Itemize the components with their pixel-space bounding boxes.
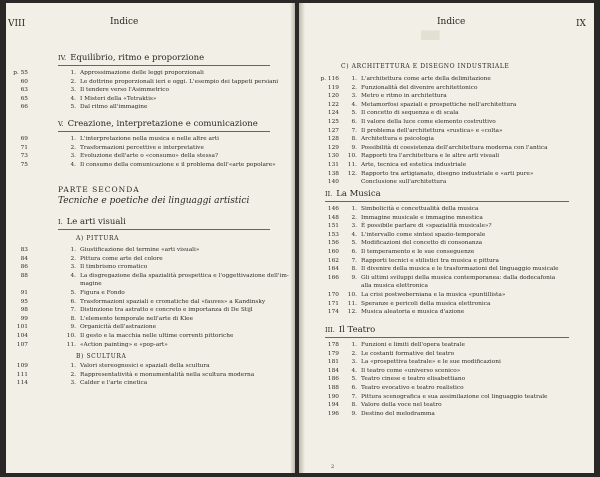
entry-page-number: 131 <box>327 162 339 168</box>
entry-title: Teatro evocativo e teatro realistico <box>361 385 464 391</box>
entry-item-number: 5. <box>351 376 357 383</box>
entry-item-number: 4. <box>70 272 76 279</box>
entry-title: Metro e ritmo in architettura <box>361 93 447 100</box>
entry-title: «Action painting» e «pop-art» <box>80 341 168 348</box>
section-v-heading <box>58 119 258 129</box>
left-page-number: VIII <box>8 19 26 29</box>
entry-title: Trasformazioni percettive e interpretative <box>80 144 204 151</box>
section-ii-rule <box>325 201 569 202</box>
entry-page-number: 101 <box>16 324 28 331</box>
entry-title: Musica aleatoria e musica d'azione <box>361 309 465 316</box>
entry-page-number: 170 <box>327 292 339 298</box>
entry-title: L'intervallo come sintesi spazio-temporale <box>361 231 486 238</box>
entry-title: Il timbrismo cromatico <box>80 264 148 271</box>
entry-item-number: 7. <box>70 307 76 314</box>
entry-item-number: 1. <box>70 363 76 369</box>
entry-page-number: 63 <box>20 87 28 94</box>
entry-title: Dal ritmo all'immagine <box>80 104 148 111</box>
entry-page-number: 171 <box>327 300 339 307</box>
entry-item-number: 9. <box>351 144 357 151</box>
entry-item-number: 1. <box>351 206 357 212</box>
entry-page-number: 140 <box>327 179 339 186</box>
entry-title: magine <box>80 281 102 288</box>
entry-title: La disgregazione della spazialità prospettica e l'oggettivazione dell'im- <box>80 272 289 279</box>
entry-title: alla musica elettronica <box>361 283 428 290</box>
entry-title: Gli ultimi sviluppi della musica contemporanea: dalla dodecafonia <box>361 274 556 281</box>
entry-title: Organicità dell'astrazione <box>80 324 156 331</box>
entry-title: Funzioni e limiti dell'opera teatrale <box>361 342 465 348</box>
entry-page-number: 174 <box>327 309 339 316</box>
entry-item-number: 4. <box>70 95 76 102</box>
entry-title: Le dottrine proporzionali ieri e oggi. L'esempio dei tappeti persiani <box>80 78 279 85</box>
entry-page-number: 162 <box>327 257 339 264</box>
entry-item-number: 3. <box>70 264 76 271</box>
entry-item-number: 10. <box>347 292 357 298</box>
entry-page-number: 127 <box>327 127 339 134</box>
entry-page-number: 107 <box>16 341 28 348</box>
entry-item-number: 2. <box>351 350 357 357</box>
entry-item-number: 9. <box>70 324 76 331</box>
entry-item-number: 7. <box>351 127 357 134</box>
section-iv-number: IV. <box>58 54 67 62</box>
section-iii-title: Il Teatro <box>338 325 376 335</box>
left-gutter-shadow <box>290 3 295 473</box>
entry-item-number: 10. <box>66 333 76 339</box>
entry-title: Valori stereognosici e spaziali della scultura <box>80 363 210 369</box>
entry-page-number: 111 <box>16 371 28 378</box>
right-page <box>301 3 594 473</box>
entry-item-number: 9. <box>351 410 357 417</box>
entry-page-number: 178 <box>327 342 339 348</box>
entry-title: Immagine musicale e immagine mnestica <box>361 214 483 221</box>
entry-page-number: 146 <box>327 206 339 212</box>
entry-title: Valore della voce nel teatro <box>361 402 442 409</box>
entry-title: L'architettura come arte della delimitazione <box>361 76 491 82</box>
entry-title: Il tendere verso l'Asimmetrico <box>80 87 170 94</box>
section-iv-rule <box>58 65 270 66</box>
entry-page-number: 153 <box>327 231 339 238</box>
entry-item-number: 1. <box>70 136 76 142</box>
entry-title: Rapporti tecnici e stilistici tra musica e pittura <box>361 257 499 264</box>
entry-title: Destino del melodramma <box>361 410 435 417</box>
entry-title: Architettura e psicologia <box>361 136 434 143</box>
entry-item-number: 1. <box>70 247 76 253</box>
entry-page-number: 179 <box>327 350 339 357</box>
entry-title: Rapporti tra l'architettura e le altre arti visuali <box>361 153 500 160</box>
entry-item-number: 3. <box>351 359 357 366</box>
entry-page-number: 99 <box>20 315 28 322</box>
entry-item-number: 6. <box>351 249 357 255</box>
entry-page-number: 114 <box>16 380 28 387</box>
entry-title: Conclusione sull'architettura <box>361 179 447 186</box>
entry-title: È possibile parlare di «spazialità musicale»? <box>361 223 492 230</box>
entry-item-number: 6. <box>351 385 357 391</box>
part-label: PARTE SECONDA <box>58 185 140 194</box>
entry-item-number: 8. <box>351 266 357 273</box>
section-iii-heading <box>325 325 375 335</box>
section-v-title: Creazione, interpretazione e comunicazione <box>67 119 258 129</box>
entry-title: Arte, tecnica ed estetica industriale <box>361 162 467 168</box>
section-ii-heading <box>325 189 381 199</box>
section-v-number: V. <box>58 120 64 128</box>
entry-title: Teatro cinese e teatro elisabettiano <box>361 376 466 383</box>
entry-title: Il divenire della musica e le trasformazioni del linguaggio musicale <box>361 266 559 273</box>
entry-page-number: 75 <box>20 161 28 168</box>
entry-item-number: 9. <box>351 274 357 281</box>
entry-item-number: 3. <box>351 223 357 230</box>
entry-title: Approssimazione delle leggi proporzionali <box>80 70 204 76</box>
entry-item-number: 1. <box>70 70 76 76</box>
entry-title: L'interpretazione nella musica e nelle altre arti <box>80 136 219 142</box>
entry-page-number: 65 <box>20 95 28 102</box>
entry-title: La crisi postweberniana e la musica «puntillista» <box>361 292 506 298</box>
entry-page-number: 148 <box>327 214 339 221</box>
section-v-rule <box>58 131 270 132</box>
entry-item-number: 6. <box>70 298 76 305</box>
part-title: Tecniche e poetiche dei linguaggi artistici <box>58 196 250 206</box>
entry-title: I Misteri della «Tetraktis» <box>80 95 157 102</box>
entry-item-number: 4. <box>351 367 357 374</box>
section-iii-number: III. <box>325 326 335 334</box>
entry-page-number: 160 <box>327 249 339 255</box>
right-page-number: IX <box>576 19 586 29</box>
entry-item-number: 11. <box>66 341 76 348</box>
entry-title: Calder e l'arte cinetica <box>80 380 148 387</box>
entry-item-number: 3. <box>70 380 76 387</box>
show-through-shadow: ███ <box>421 31 440 40</box>
section-i-number: I. <box>58 218 63 226</box>
entry-page-number: 69 <box>20 136 28 142</box>
entry-item-number: 5. <box>70 104 76 111</box>
entry-item-number: 2. <box>70 78 76 85</box>
entry-page-number: 188 <box>327 385 339 391</box>
entry-title: L'elemento temporale nell'arte di Klee <box>80 315 194 322</box>
entry-item-number: 11. <box>347 300 357 307</box>
entry-item-number: 2. <box>351 84 357 91</box>
section-i-heading <box>58 217 126 227</box>
entry-title: Metamorfosi spaziali e prospettiche nell'architettura <box>361 101 517 108</box>
entry-item-number: 2. <box>70 255 76 262</box>
entry-page-number: 83 <box>20 247 28 253</box>
entry-page-number: 71 <box>20 144 28 151</box>
entry-title: Distinzione tra astratto e concreto e importanza di De Stijl <box>80 307 253 314</box>
entry-item-number: 5. <box>351 240 357 247</box>
entry-item-number: 3. <box>351 93 357 100</box>
entry-item-number: 10. <box>347 153 357 160</box>
entry-page-number: 120 <box>327 93 339 100</box>
entry-title: Rapporto tra artigianato, disegno industriale e «arti pure» <box>361 170 534 177</box>
entry-title: Pittura scenografica e sua assimilazione col linguaggio teatrale <box>361 393 548 400</box>
entry-item-number: 8. <box>70 315 76 322</box>
entry-page-number: 66 <box>20 104 28 111</box>
entry-item-number: 2. <box>70 144 76 151</box>
entry-item-number: 5. <box>70 290 76 296</box>
entry-item-number: 11. <box>347 162 357 168</box>
entry-item-number: 8. <box>351 136 357 143</box>
entry-page-number: 60 <box>20 78 28 85</box>
entry-item-number: 3. <box>70 87 76 94</box>
entry-page-number: 181 <box>327 359 339 366</box>
entry-title: Modificazioni del concetto di consonanza <box>361 240 483 247</box>
entry-page-number: 186 <box>327 376 339 383</box>
entry-page-number: 196 <box>327 410 339 417</box>
entry-title: Il teatro come «universo scenico» <box>361 367 461 374</box>
entry-page-number: 166 <box>327 274 339 281</box>
entry-page-number: 190 <box>327 393 339 400</box>
entry-page-number: 88 <box>20 272 28 279</box>
entry-page-number: 84 <box>20 255 28 262</box>
entry-item-number: 4. <box>351 101 357 108</box>
entry-page-number: 156 <box>327 240 339 247</box>
subsection-b-heading: B) SCULTURA <box>76 353 127 360</box>
entry-title: Il consumo della comunicazione e il problema dell'«arte popolare» <box>80 161 276 168</box>
entry-item-number: 7. <box>351 393 357 400</box>
entry-page-number: 95 <box>20 298 28 305</box>
page-footer-mark: 2 <box>331 464 335 470</box>
entry-title: Trasformazioni spaziali e cromatiche dal «fauves» a Kandinsky <box>80 298 266 305</box>
entry-page-number: 122 <box>327 101 339 108</box>
entry-item-number: 4. <box>351 231 357 238</box>
entry-item-number: 6. <box>351 119 357 125</box>
entry-item-number: 2. <box>70 371 76 378</box>
section-iii-rule <box>325 337 569 338</box>
entry-item-number: 12. <box>347 309 357 316</box>
entry-page-number: 109 <box>16 363 28 369</box>
right-gutter-shadow <box>299 3 305 473</box>
entry-title: Il valore della luce come elemento costruttivo <box>361 119 496 125</box>
entry-page-number: p. 116 <box>320 76 339 82</box>
entry-page-number: 151 <box>327 223 339 230</box>
entry-title: Il problema dell'architettura «rustica» e «colta» <box>361 127 503 134</box>
entry-title: Speranze e pericoli della musica elettronica <box>361 300 491 307</box>
entry-page-number: p. 55 <box>13 70 28 76</box>
entry-page-number: 119 <box>327 84 339 91</box>
entry-item-number: 1. <box>351 76 357 82</box>
entry-page-number: 104 <box>16 333 28 339</box>
entry-title: Il gesto e la macchia nelle ultime correnti pittoriche <box>80 333 234 339</box>
entry-page-number: 184 <box>327 367 339 374</box>
entry-title: Simbolicità e concettualità della musica <box>361 206 479 212</box>
entry-page-number: 194 <box>327 402 339 409</box>
entry-title: Il temperamento e le sue conseguenze <box>361 249 475 255</box>
entry-page-number: 86 <box>20 264 28 271</box>
entry-title: Pittura come arte del colore <box>80 255 163 262</box>
entry-title: Il concetto di sequenza e di scala <box>361 110 459 117</box>
subsection-c-heading: C) ARCHITETTURA E DISEGNO INDUSTRIALE <box>341 63 510 70</box>
entry-item-number: 5. <box>351 110 357 117</box>
right-running-head: Indice <box>437 17 466 27</box>
entry-page-number: 130 <box>327 153 339 160</box>
entry-page-number: 164 <box>327 266 339 273</box>
entry-item-number: 3. <box>70 153 76 160</box>
entry-title: Evoluzione dell'arte o «consumo» della stessa? <box>80 153 219 160</box>
section-i-title: Le arti visuali <box>66 217 126 227</box>
section-ii-number: II. <box>325 190 333 198</box>
section-ii-title: La Musica <box>336 189 381 199</box>
left-running-head: Indice <box>110 17 139 27</box>
entry-item-number: 2. <box>351 214 357 221</box>
entry-page-number: 124 <box>327 110 339 117</box>
entry-item-number: 8. <box>351 402 357 409</box>
entry-page-number: 125 <box>327 119 339 125</box>
entry-title: La «prospettiva teatrale» e le sue modificazioni <box>361 359 501 366</box>
entry-title: Rappresentatività e monumentalità nella scultura moderna <box>80 371 255 378</box>
entry-title: Giustificazione del termine «arti visuali» <box>80 247 200 253</box>
entry-item-number: 12. <box>347 170 357 177</box>
entry-page-number: 98 <box>20 307 28 314</box>
entry-page-number: 138 <box>327 170 339 177</box>
section-iv-heading <box>58 53 204 63</box>
section-i-rule <box>58 229 270 230</box>
entry-page-number: 129 <box>327 144 339 151</box>
section-iv-title: Equilibrio, ritmo e proporzione <box>70 53 205 63</box>
entry-item-number: 1. <box>351 342 357 348</box>
entry-page-number: 91 <box>20 290 28 296</box>
entry-page-number: 73 <box>20 153 28 160</box>
entry-title: Possibilità di coesistenza dell'architettura moderna con l'antica <box>361 144 548 151</box>
entry-title: Figura e Fondo <box>80 290 125 296</box>
entry-item-number: 4. <box>70 161 76 168</box>
subsection-a-heading: A) PITTURA <box>76 235 120 242</box>
entry-page-number: 128 <box>327 136 339 143</box>
left-page <box>6 3 294 473</box>
entry-title: Funzionalità del divenire architettonico <box>361 84 478 91</box>
entry-item-number: 7. <box>351 257 357 264</box>
entry-title: Le costanti formative del teatro <box>361 350 455 357</box>
